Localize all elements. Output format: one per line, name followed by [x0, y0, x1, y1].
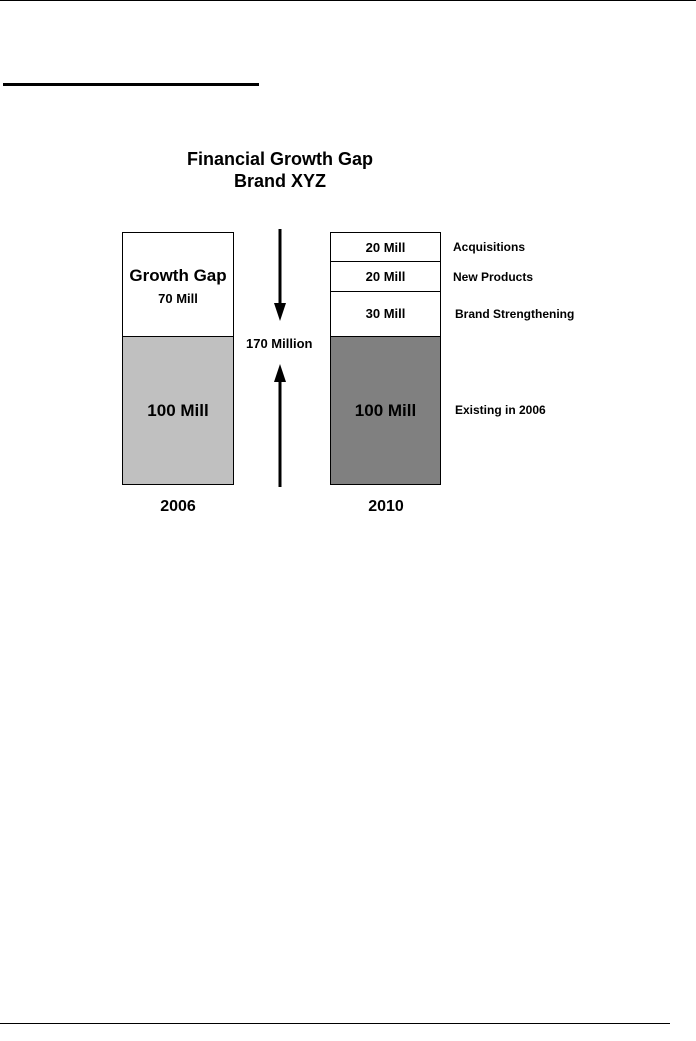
heading-underline	[3, 83, 259, 86]
year-2010-label: 2010	[368, 498, 404, 515]
growth-gap-value: 70 Mill	[158, 291, 198, 306]
growth-gap-box	[122, 232, 234, 337]
segment-brand-strengthening-box	[330, 291, 441, 337]
arrow-down-icon	[270, 229, 290, 321]
label-new-products: New Products	[453, 270, 534, 284]
bottom-rule	[0, 1023, 670, 1024]
segment-acquisitions-box	[330, 232, 441, 262]
diagram-title	[130, 148, 430, 192]
segment-acquisitions-value: 20 Mill	[365, 240, 406, 255]
segment-new-products-box	[330, 261, 441, 292]
base-2010-box	[330, 336, 441, 485]
total-label: 170 Million	[246, 336, 313, 351]
base-2010-value: 100 Mill	[354, 401, 417, 420]
label-acquisitions: Acquisitions	[453, 240, 526, 254]
title-line-1: Financial Growth Gap	[186, 149, 374, 169]
label-existing: Existing in 2006	[455, 403, 546, 417]
arrow-up-icon	[270, 364, 290, 487]
label-brand-strengthening: Brand Strengthening	[455, 307, 575, 321]
base-2006-box	[122, 336, 234, 485]
growth-gap-title: Growth Gap	[129, 266, 227, 285]
year-2006-label: 2006	[160, 498, 196, 515]
segment-brand-strengthening-value: 30 Mill	[365, 306, 406, 321]
segment-new-products-value: 20 Mill	[365, 269, 406, 284]
top-rule	[0, 0, 696, 1]
base-2006-value: 100 Mill	[147, 401, 209, 420]
title-line-2: Brand XYZ	[233, 171, 326, 191]
